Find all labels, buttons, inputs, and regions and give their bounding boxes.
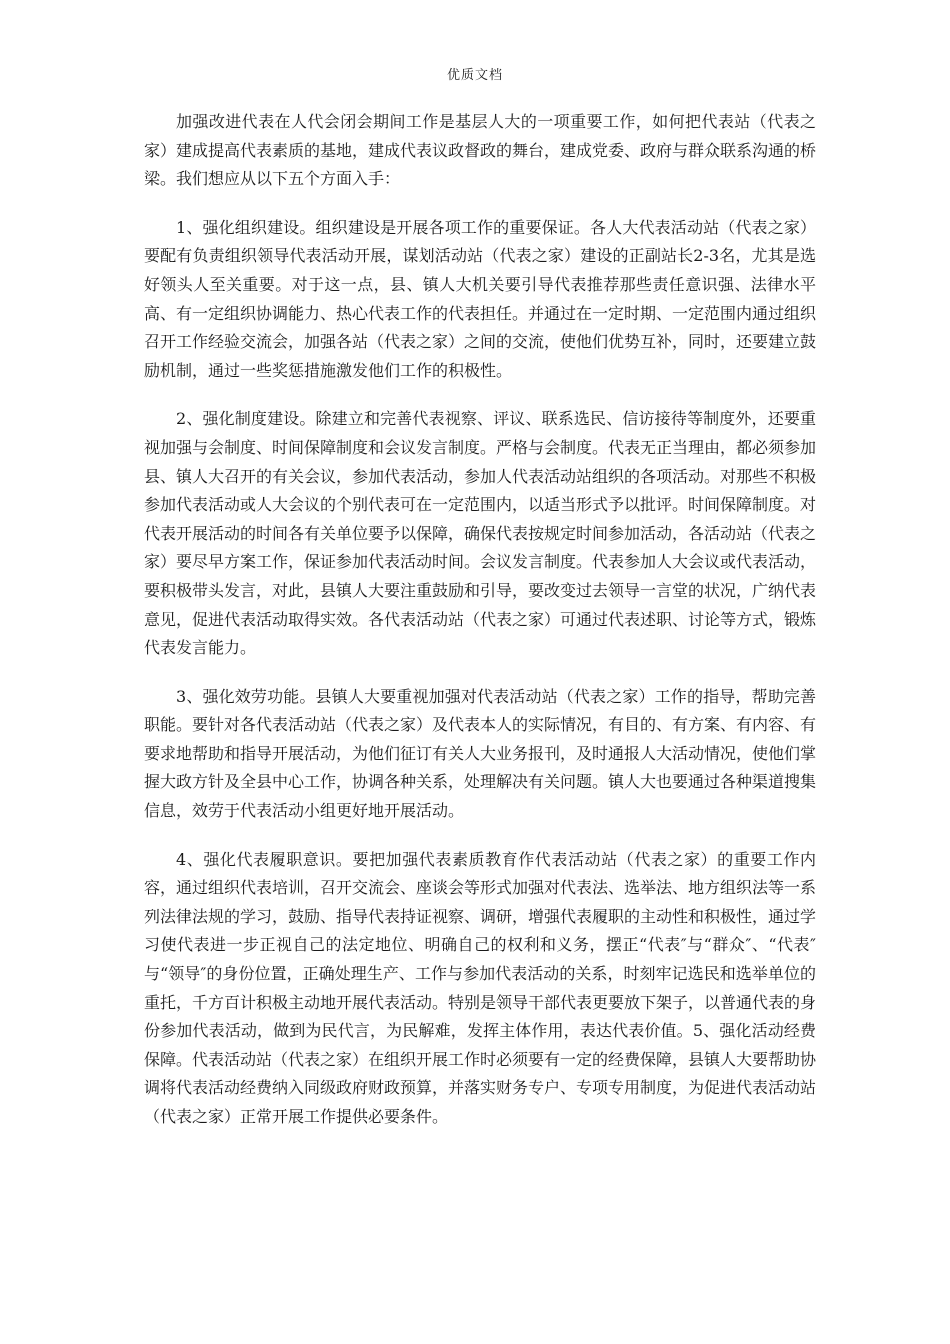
section-1-paragraph: 1、强化组织建设。组织建设是开展各项工作的重要保证。各人大代表活动站（代表之家）要配有负责组织领导代表活动开展，谋划活动站（代表之家）建设的正副站长2-3名，尤其是选好领头人至关重要。对于这一点，县、镇人大机关要引导代表推荐那些责任意识强、法律水平高、有一定组织协调能力、热心代表工作的代表担任。并通过在一定时期、一定范围内通过组织召开工作经验交流会，加强各站（代表之家）之间的交流，使他们优势互补，同时，还要建立鼓励机制，通过一些奖惩措施激发他们工作的积极性。 (144, 217, 817, 380)
intro-paragraph: 加强改进代表在人代会闭会期间工作是基层人大的一项重要工作，如何把代表站（代表之家）建成提高代表素质的基地，建成代表议政督政的舞台，建成党委、政府与群众联系沟通的桥梁。我们想应从以下五个方面入手： (144, 112, 817, 189)
document-body (144, 108, 816, 1152)
page-header: 优质文档 (446, 68, 503, 83)
section-3-paragraph: 3、强化效劳功能。县镇人大要重视加强对代表活动站（代表之家）工作的指导，帮助完善职能。要针对各代表活动站（代表之家）及代表本人的实际情况，有目的、有方案、有内容、有要求地帮助和指导开展活动，为他们征订有关人大业务报刊，及时通报人大活动情况，使他们掌握大政方针及全县中心工作，协调各种关系，处理解决有关问题。镇人大也要通过各种渠道搜集信息，效劳于代表活动小组更好地开展活动。 (144, 686, 817, 821)
section-2-paragraph: 2、强化制度建设。除建立和完善代表视察、评议、联系选民、信访接待等制度外，还要重视加强与会制度、时间保障制度和会议发言制度。严格与会制度。代表无正当理由，都必须参加县、镇人大召开的有关会议，参加代表活动，参加人代表活动站组织的各项活动。对那些不积极参加代表活动或人大会议的个别代表可在一定范围内，以适当形式予以批评。时间保障制度。对代表开展活动的时间各有关单位要予以保障，确保代表按规定时间参加活动，各活动站（代表之家）要尽早方案工作，保证参加代表活动时间。会议发言制度。代表参加人大会议或代表活动，要积极带头发言，对此，县镇人大要注重鼓励和引导，要改变过去领导一言堂的状况，广纳代表意见，促进代表活动取得实效。各代表活动站（代表之家）可通过代表述职、讨论等方式，锻炼代表发言能力。 (144, 409, 817, 658)
section-4-5-paragraph: 4、强化代表履职意识。要把加强代表素质教育作代表活动站（代表之家）的重要工作内容，通过组织代表培训，召开交流会、座谈会等形式加强对代表法、选举法、地方组织法等一系列法律法规的学习，鼓励、指导代表持证视察、调研，增强代表履职的主动性和积极性，通过学习使代表进一步正视自己的法定地位、明确自己的权利和义务，摆正“代表″与“群众″、“代表″与“领导″的身份位置，正确处理生产、工作与参加代表活动的关系，时刻牢记选民和选举单位的重托，千方百计积极主动地开展代表活动。特别是领导干部代表更要放下架子，以普通代表的身份参加代表活动，做到为民代言，为民解难，发挥主体作用，表达代表价值。5、强化活动经费保障。代表活动站（代表之家）在组织开展工作时必须要有一定的经费保障，县镇人大要帮助协调将代表活动经费纳入同级政府财政预算，并落实财务专户、专项专用制度，为促进代表活动站（代表之家）正常开展工作提供必要条件。 (144, 849, 817, 1126)
